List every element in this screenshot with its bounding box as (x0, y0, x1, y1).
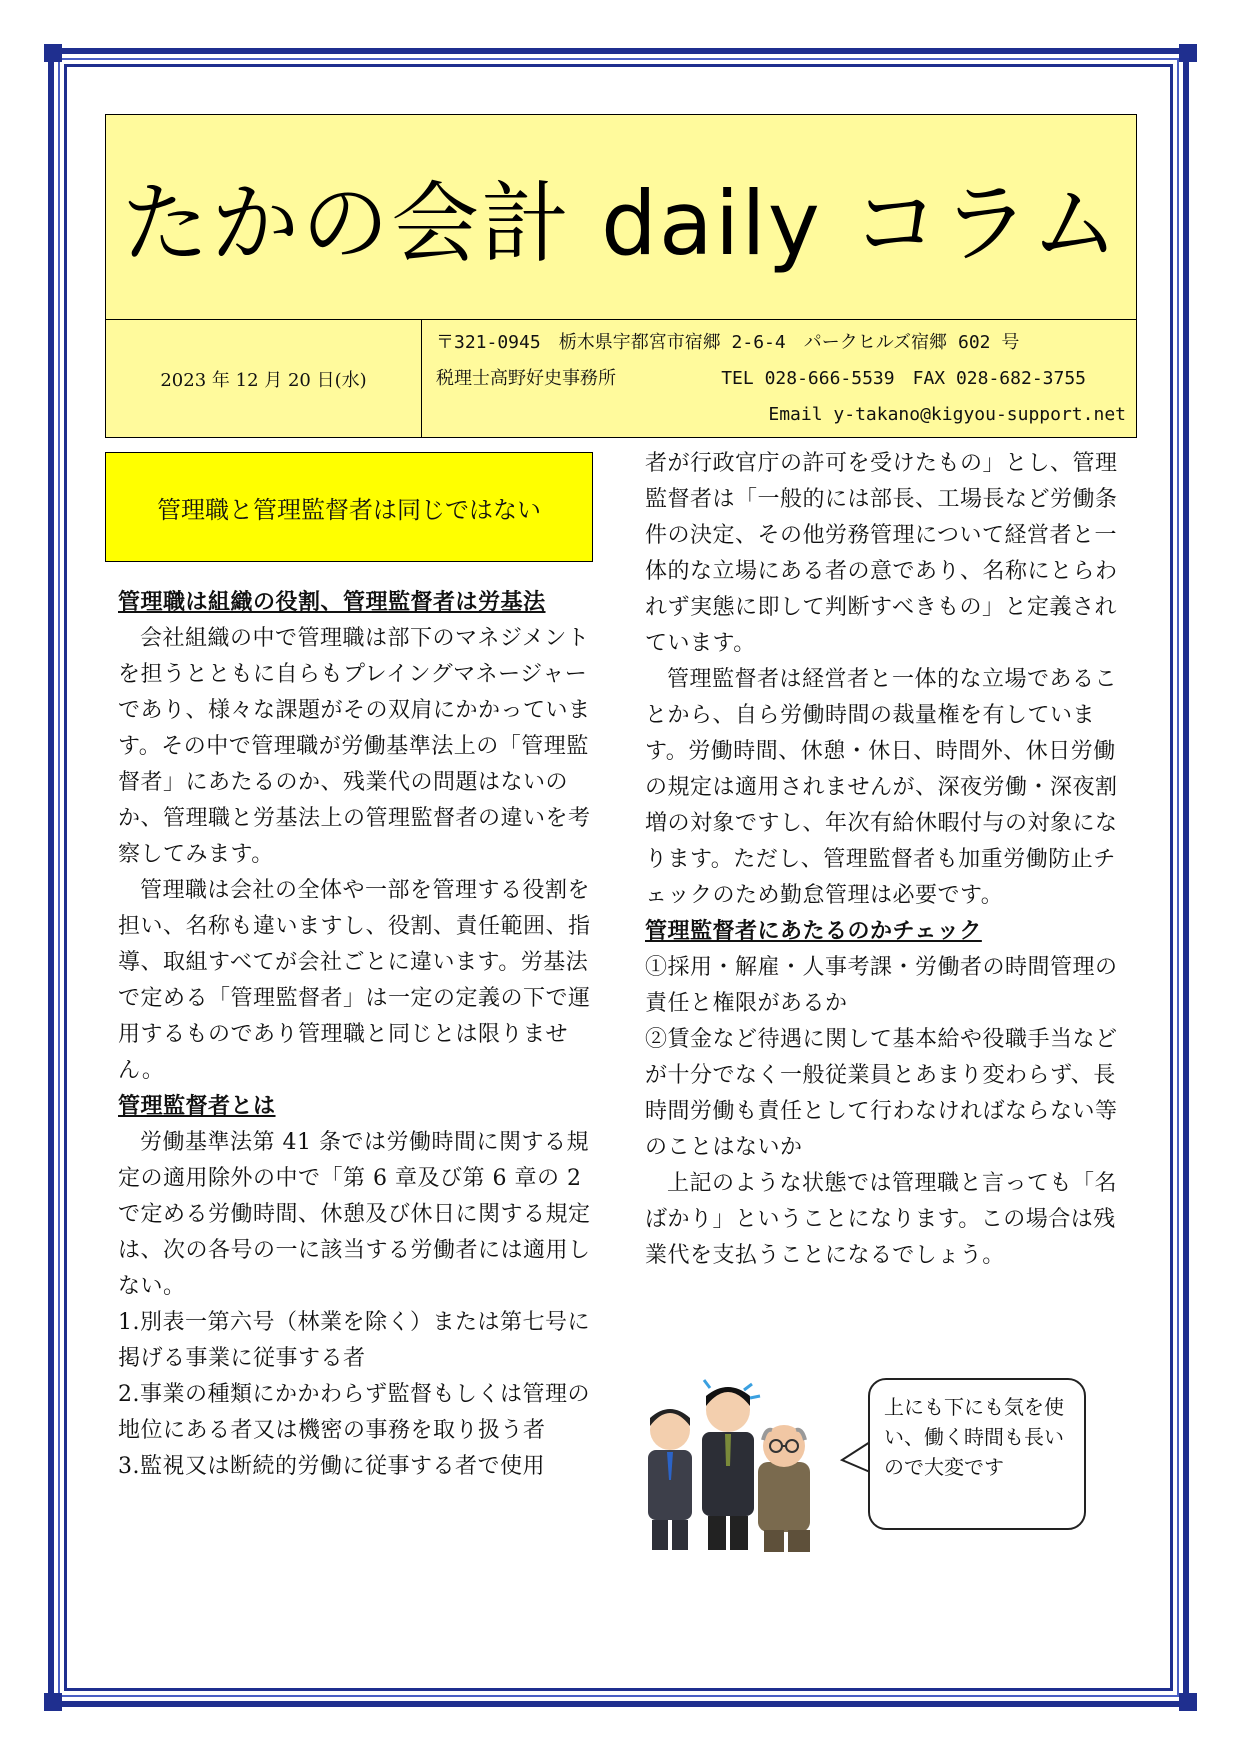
paragraph-3-continued: 者が行政官庁の許可を受けたもの」とし、管理監督者は「一般的には部長、工場長など労働条件の決定、その他労務管理について経営者と一体的な立場にある者の意であり、名称にとらわれず実態に即して判断すべきもの」と定義されています。 (645, 451, 1118, 656)
list-item-3: 3.監視又は断続的労働に従事する者で使用 (118, 1454, 545, 1479)
paragraph-2: 管理職は会社の全体や一部を管理する役割を担い、名称も違いますし、役割、責任範囲、指導、取組すべてが会社ごとに違います。労基法で定める「管理監督者」は一定の定義の下で運用するものであり管理職と同じとは限りません。 (118, 878, 591, 1083)
tired-managers-illustration (640, 1370, 840, 1560)
office-address: 〒321-0945 栃木県宇都宮市宿郷 2-6-4 パークヒルズ宿郷 602 号 (436, 332, 1020, 353)
paragraph-4: 管理監督者は経営者と一体的な立場であることから、自ら労働時間の裁量権を有しています。労働時間、休憩・休日、時間外、休日労働の規定は適用されませんが、深夜労働・深夜割増の対象ですし、年次有給休暇付与の対象になります。ただし、管理監督者も加重労働防止チェックのため勤怠管理は必要です。 (645, 667, 1118, 908)
office-name: 税理士高野好史事務所 (436, 368, 616, 389)
checklist-item-2: ②賃金など待遇に関して基本給や役職手当などが十分でなく一般従業員とあまり変わらず、長時間労働も責任として行わなければならない等のことはないか (645, 1027, 1118, 1160)
article-left-column (118, 585, 598, 1485)
article-right-column (645, 446, 1125, 1274)
section-heading-3: 管理監督者にあたるのかチェック (645, 919, 982, 944)
list-item-2: 2.事業の種類にかかわらず監督もしくは管理の地位にある者又は機密の事務を取り扱う者 (118, 1382, 590, 1443)
checklist-item-1: ①採用・解雇・人事考課・労働者の時間管理の責任と権限があるか (645, 955, 1118, 1016)
frame-corner-bottom-right (1179, 1693, 1197, 1711)
paragraph-1: 会社組織の中で管理職は部下のマネジメントを担うとともに自らもプレイングマネージャーであり、様々な課題がその双肩にかかっています。その中で管理職が労働基準法上の「管理監督者」にあたるのか、残業代の問題はないのか、管理職と労基法上の管理監督者の違いを考察してみます。 (118, 626, 591, 867)
newsletter-title: たかの会計 daily コラム (121, 172, 1121, 275)
frame-corner-bottom-left (44, 1693, 62, 1711)
section-heading-1: 管理職は組織の役割、管理監督者は労基法 (118, 590, 546, 615)
paragraph-3: 労働基準法第 41 条では労働時間に関する規定の適用除外の中で「第 6 章及び第 6 章の 2 で定める労働時間、休憩及び休日に関する規定は、次の各号の一に該当する労働者には適用しない。 (118, 1130, 591, 1299)
masthead (105, 114, 1137, 438)
office-name-phone-row (436, 361, 1126, 397)
list-item-1: 1.別表一第六号（林業を除く）または第七号に掲げる事業に従事する者 (118, 1310, 590, 1371)
frame-corner-top-right (1179, 44, 1197, 62)
speech-bubble: 上にも下にも気を使い、働く時間も長いので大変です (868, 1378, 1086, 1530)
article-headline: 管理職と管理監督者は同じではない (105, 452, 593, 562)
office-email: Email y-takano@kigyou-support.net (768, 404, 1126, 425)
office-phone-fax: TEL 028-666-5539 FAX 028-682-3755 (721, 368, 1086, 389)
frame-corner-top-left (44, 44, 62, 62)
issue-date: 2023 年 12 月 20 日(水) (106, 320, 422, 437)
section-heading-2: 管理監督者とは (118, 1094, 276, 1119)
office-contact (436, 325, 1126, 433)
paragraph-5: 上記のような状態では管理職と言っても「名ばかり」ということになります。この場合は残業代を支払うことになるでしょう。 (645, 1171, 1118, 1268)
